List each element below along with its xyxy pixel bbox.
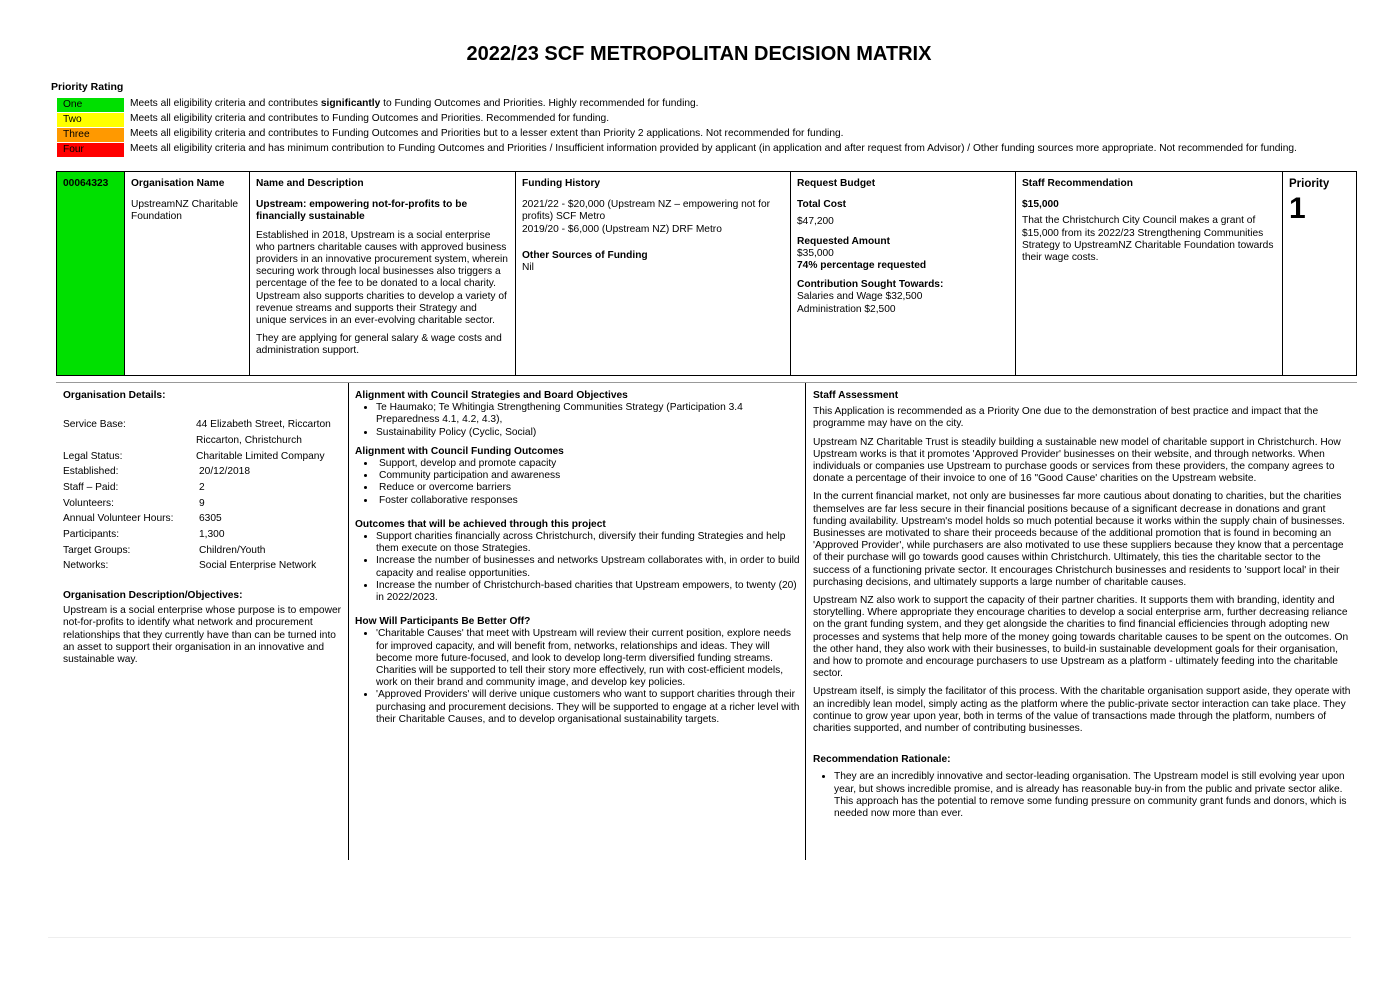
detail-label: Service Base: [63,419,126,431]
assessment-paragraph: Upstream NZ Charitable Trust is steadily building a sustainable new model of charitable support in Christchurch. How Upstream works is that it promotes 'Approved Provider' businesses on their website, and through networks. When individuals or companies use Upstream to purchase goods or services from these providers, the company agrees to donate a percentage of their invoice to one of 16 "Good Cause' charities on the Upstream website. [813,436,1341,485]
staff-recommendation-cell [1016,172,1283,375]
requested-amount-value: $35,000 [797,247,834,259]
detail-row [63,529,345,545]
funding-history-heading: Funding History [522,178,601,189]
section-divider [56,382,1357,383]
priority-cell [1283,172,1356,375]
detail-value: Riccarton, Christchurch [196,434,302,446]
project-description: Established in 2018, Upstream is a social enterprise who partners charitable causes with approved business providers in an innovative procurement system, wherein securing work through local businesses also triggers a percentage of the fee to be donated to a local charity. Upstream also supports charities to develop a variety of revenue streams and supports their Strategy and unique services in an ever-evolving charitable sector. [256,229,508,327]
recommendation-rationale-list [813,771,1353,820]
list-item: • Support charities financially across Christchurch, diversify their funding Strategies and help them execute on those Strategies. [376,531,801,555]
requested-amount-label: Requested Amount [797,235,891,247]
list-item: • 'Approved Providers' will derive unique customers who want to support charities through their purchasing and procurement decisions. They will be supported to engage at a richer level with their Charitable Causes, and to develop organisational sustainability targets. [376,689,801,726]
detail-value: 44 Elizabeth Street, Riccarton [196,419,331,431]
organisation-description-heading: Organisation Description/Objectives: [63,590,243,602]
detail-value: 20/12/2018 [199,466,250,478]
total-cost-value: $47,200 [797,216,834,228]
priority-legend-row-one [57,97,1297,112]
page-title: 2022/23 SCF METROPOLITAN DECISION MATRIX [466,43,932,65]
application-id-cell [57,172,125,375]
priority-desc-two: Meets all eligibility criteria and contributes to Funding Outcomes and Priorities. Recommended for funding. [130,113,610,125]
other-funding-value: Nil [522,262,534,274]
detail-value: 9 [199,497,205,509]
project-outcomes-list [355,531,801,604]
funding-history-cell [516,172,791,375]
priority-desc-one-a: Meets all eligibility criteria and contributes [130,98,321,110]
detail-value: Charitable Limited Company [196,450,325,462]
organisation-details-section [63,390,345,666]
recommended-amount: $15,000 [1022,199,1059,211]
percentage-requested: 74% percentage requested [797,260,927,272]
detail-row [63,545,345,561]
application-id: 00064323 [63,178,109,189]
detail-row [63,560,345,576]
alignment-section [355,390,801,726]
list-item: • Community participation and awareness [376,470,801,482]
detail-row [63,451,345,467]
priority-legend [57,97,1297,157]
contribution-sought-item: Administration $2,500 [797,303,896,315]
priority-desc-three: Meets all eligibility criteria and contributes to Funding Outcomes and Priorities but to a lesser extent than Priority 2 applications. Not recommended for funding. [130,128,844,140]
priority-legend-row-four [57,142,1297,157]
page-footer-rule [48,937,1351,938]
detail-row [63,466,345,482]
priority-swatch-three: Three [57,128,124,142]
list-item: • Foster collaborative responses [376,495,801,507]
list-item: • They are an incredibly innovative and sector-leading organisation. The Upstream model is still evolving year upon year, but shows incredible promise, and is already has reasonable buy-in from the public and private sector alike. This approach has the potential to remove some funding pressure on community grant funds and donors, which is needed now more than ever. [834,771,1353,820]
detail-value: 6305 [199,513,222,525]
funding-history-line: 2019/20 - $6,000 (Upstream NZ) DRF Metro [522,223,722,235]
priority-swatch-one: One [57,98,124,112]
detail-row [63,513,345,529]
list-item: • Increase the number of businesses and networks Upstream collaborates with, in order to build capacity and realise opportunities. [376,555,801,579]
priority-rating-heading: Priority Rating [51,81,124,93]
column-divider [805,383,806,860]
list-item: • Reduce or overcome barriers [376,482,801,494]
name-description-cell [250,172,516,375]
list-item: • Sustainability Policy (Cyclic, Social) [376,427,801,439]
detail-label [63,435,196,451]
detail-row [63,419,345,435]
organisation-description: Upstream is a social enterprise whose purpose is to empower not-for-profits to identify what network and procurement relationships that they currently have than can be turned into an asset to support their organisation in an innovative and sustainable way. [63,605,342,666]
assessment-paragraph: This Application is recommended as a Priority One due to the demonstration of best practice and impact that the programme may have on the city. [813,406,1319,430]
detail-label: Networks: [63,560,109,572]
priority-heading: Priority [1289,178,1330,190]
funding-outcomes-heading: Alignment with Council Funding Outcomes [355,445,564,457]
detail-label: Volunteers: [63,497,114,509]
priority-swatch-two: Two [57,113,124,127]
list-item: • Support, develop and promote capacity [376,458,801,470]
participants-better-off-heading: How Will Participants Be Better Off? [355,616,531,628]
contribution-sought-label: Contribution Sought Towards: [797,279,944,291]
priority-desc-one-b: to Funding Outcomes and Priorities. Highly recommended for funding. [380,98,699,110]
recommendation-rationale-heading: Recommendation Rationale: [813,754,951,766]
list-item: • 'Charitable Causes' that meet with Upstream will review their current position, explore needs for improved capacity, and will benefit from, networks, relationships and ideas. They will become more future-focused, and look to develop long-term diversified funding streams. Charities will be supported to tell their story more effectively, run with cost-efficient models, work on their brand and community image, and develop key policies. [376,628,801,689]
staff-recommendation-heading: Staff Recommendation [1022,178,1133,189]
participants-better-off-list [355,628,801,726]
column-divider [348,383,349,860]
detail-row [63,498,345,514]
detail-label: Target Groups: [63,544,131,556]
detail-label: Staff – Paid: [63,481,119,493]
other-funding-heading: Other Sources of Funding [522,249,648,261]
detail-label: Legal Status: [63,450,123,462]
organisation-details-heading: Organisation Details: [63,390,166,401]
detail-value: Social Enterprise Network [199,560,317,572]
assessment-paragraph: In the current financial market, not only are businesses far more cautious about donating to charities, but the charities themselves are far less secure in their financial positions because of a significant decrease in donations and grant funding availability. Upstream's model holds so much potential because it works within the supply chain of businesses. Businesses are motivated to share their proceeds because of the additional promotion that is found in becoming an 'Approved Provider', while purchasers are also motivated to use these suppliers because they know that a percentage of their purchase will go towards good causes within Christchurch. Ultimately, this ties the charitable sector to the success of a functioning private sector. It encourages Christchurch businesses and residents to 'support local' in their purchasing decisions, and ultimately supports a large number of charitable causes. [813,491,1345,588]
priority-value: 1 [1289,192,1306,226]
request-budget-heading: Request Budget [797,178,876,189]
council-strategies-heading: Alignment with Council Strategies and Board Objectives [355,390,628,401]
staff-recommendation-text: That the Christchurch City Council makes a grant of $15,000 from its 2022/23 Strengthening Communities Strategy to UpstreamNZ Charitable Foundation towards their wage costs. [1022,215,1274,264]
project-request-summary: They are applying for general salary & wage costs and administration support. [256,333,502,357]
priority-desc-four: Meets all eligibility criteria and has minimum contribution to Funding Outcomes and Priorities / Insufficient information provided by applicant (in application and after request from Advisor) / Other funding sources more appropriate. Not recommended for funding. [130,143,1297,155]
project-outcomes-heading: Outcomes that will be achieved through this project [355,518,606,530]
priority-desc-one [130,98,699,110]
request-budget-cell [791,172,1016,375]
detail-label: Established: [63,466,119,478]
assessment-paragraph: Upstream NZ also work to support the capacity of their partner charities. It supports them with branding, identity and storytelling. Where appropriate they encourage charities to develop a social enterprise arm, further decreasing reliance on the grant funding system, and they get alongside the charities to find financial efficiencies through adopting new processes and systems that help more of the money going towards charitable causes to be spent on the outcomes. On the other hand, they also work with their businesses, to build-in sustainable development goals for their organisation, and how to promote and encourage purchasers to use Upstream as a platform - ultimately feeding into the charitable sector. [813,595,1349,680]
detail-value: 2 [199,481,205,493]
priority-legend-row-two [57,112,1297,127]
organisation-name: UpstreamNZ Charitable Foundation [131,199,239,223]
council-strategies-list [355,402,801,439]
list-item: • Increase the number of Christchurch-based charities that Upstream empowers, to twenty (20) in 2022/2023. [376,580,801,604]
priority-legend-row-three [57,127,1297,142]
staff-assessment-section [813,390,1353,820]
total-cost-label: Total Cost [797,199,847,211]
funding-outcomes-list [355,458,801,507]
name-description-heading: Name and Description [256,178,364,189]
priority-swatch-four: Four [57,143,124,157]
assessment-paragraph: Upstream itself, is simply the facilitator of this process. With the charitable organisation support aside, they operate with an incredibly lean model, simply acting as the platform where the public-private sector interaction can take place. They continue to grow year upon year, both in terms of the value of transactions made through the platform, numbers of charities supported, and number of contributing businesses. [813,686,1351,735]
priority-desc-one-bold: significantly [320,98,381,110]
detail-label: Annual Volunteer Hours: [63,513,174,525]
funding-history-line: 2021/22 - $20,000 (Upstream NZ – empowering not for profits) SCF Metro [522,199,771,223]
organisation-name-cell [125,172,250,375]
decision-matrix-table [56,171,1357,376]
contribution-sought-item: Salaries and Wage $32,500 [797,291,923,303]
detail-row [63,482,345,498]
list-item: • Te Haumako; Te Whitingia Strengthening Communities Strategy (Participation 3.4 Preparedness 4.1, 4.2, 4.3), [376,402,801,426]
detail-label: Participants: [63,529,120,541]
detail-value: Children/Youth [199,544,266,556]
detail-value: 1,300 [199,529,225,541]
project-title: Upstream: empowering not-for-profits to be financially sustainable [256,199,468,223]
organisation-name-heading: Organisation Name [131,178,225,189]
detail-row [63,435,345,451]
staff-assessment-heading: Staff Assessment [813,390,899,401]
